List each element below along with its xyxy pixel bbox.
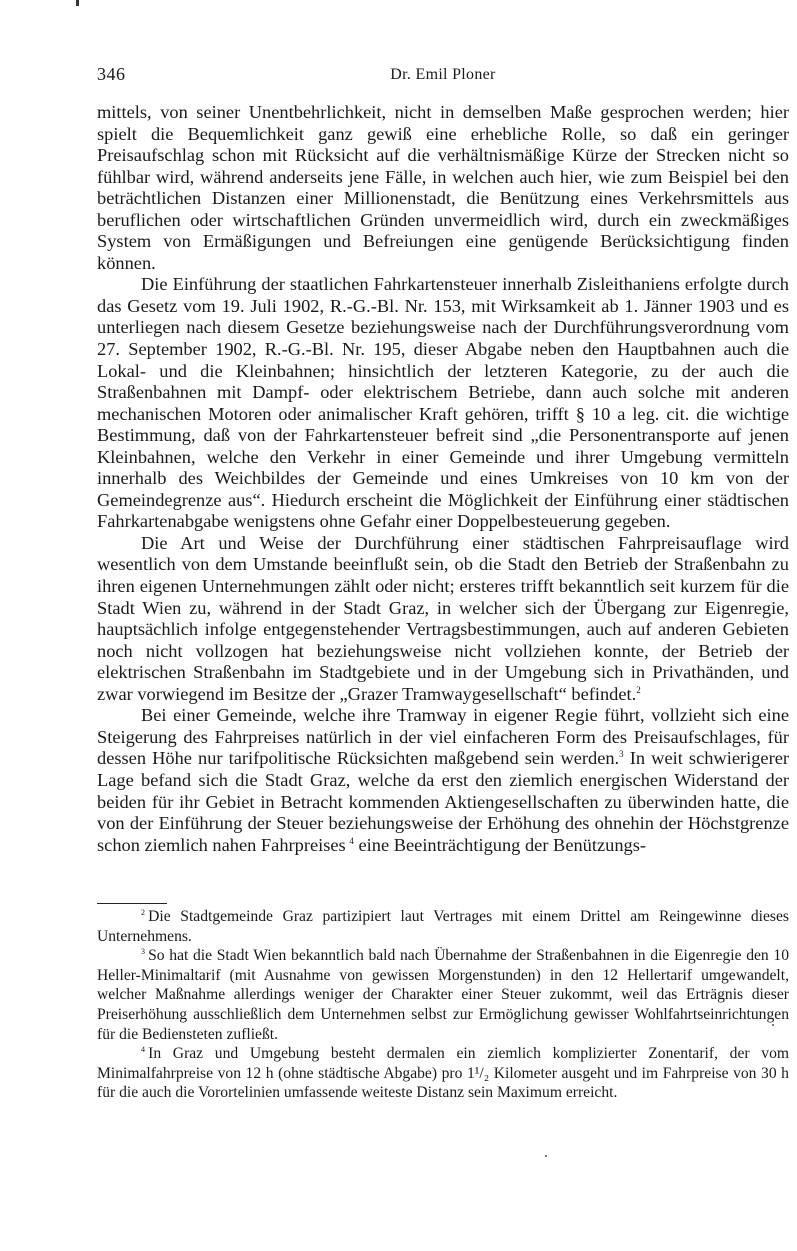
footnote-4-text-b: Kilometer ausgeht und im Fahrpreise von 30 h für die auch die Vorortelinien umfassende weiteste Distanz sein Maximum erreicht.	[97, 1064, 789, 1102]
paragraph-4-text-b: In weit schwierigerer Lage befand sich die Stadt Graz, welche da erst den ziemlich energischen Widerstand der beiden für ihr Gebiet in Betracht kommenden Aktiengesellschaften zu überwinden hatte, die von der Einführung der Steuer beziehungsweise der Erhöhung des ohnehin der Höchstgrenze schon ziemlich nahen Fahrpreises	[97, 748, 789, 855]
footnote-number: 4	[141, 1045, 145, 1055]
paragraph-1-text: mittels, von seiner Unentbehrlichkeit, nicht in demselben Maße gesprochen werden; hier spielt die Bequemlichkeit ganz gewiß eine erhebliche Rolle, so daß ein geringer Preisaufschlag schon mit Rücksicht auf die verhältnismäßige Kürze der Strecken nicht so fühlbar wird, während anderseits jene Fälle, in welchen auch hier, wie zum Beispiel bei den beträchtlichen Distanzen einer Millionenstadt, die Benützung eines Verkehrsmittels aus beruflichen oder wirtschaftlichen Gründen unvermeidlich wird, durch ein zweckmäßiges System von Ermäßigungen und Befreiungen eine genügende Berücksichtigung finden können.	[97, 102, 789, 273]
footnote-3	[97, 946, 789, 1044]
footnote-4	[97, 1044, 789, 1103]
footnote-separator	[97, 903, 167, 904]
paragraph-4-text-c: eine Beeinträchtigung der Benützungs-	[353, 834, 647, 855]
footnote-ref-4[interactable]: 4	[349, 835, 354, 846]
footnote-4-text-a: In Graz und Umgebung besteht dermalen ein ziemlich komplizierter Zonentarif, der vom Minimalfahrpreise von 12 h (ohne städtische Abgabe) pro	[97, 1045, 789, 1082]
paragraph-4-text-a: Bei einer Gemeinde, welche ihre Tramway in eigener Regie führt, vollzieht sich eine Steigerung des Fahrpreises natürlich in der viel einfacheren Form des Preisaufschlages, für dessen Höhe nur tarifpolitische Rücksichten maßgebend sein werden.	[97, 705, 789, 769]
body-text	[97, 102, 789, 856]
footnotes	[97, 907, 789, 1103]
paragraph-2	[97, 274, 789, 533]
paragraph-4	[97, 705, 789, 856]
footnote-2	[97, 907, 789, 946]
page-number: 346	[97, 64, 126, 84]
paragraph-1	[97, 102, 789, 274]
scan-speck	[772, 1024, 774, 1026]
footnote-number: 2	[141, 908, 145, 917]
footnote-3-text: So hat die Stadt Wien bekanntlich bald nach Übernahme der Straßenbahnen in die Eigenregie den 10 Heller-Minimaltarif (mit Ausnahme von gewissen Morgenstunden) in den 12 Hellertarif umgewandelt, welcher Maßnahme allerdings weniger der Charakter einer Steuer zukommt, weil das Erträgnis dieser Preiserhöhung ausschließlich dem Unternehmen selbst zur Ermöglichung gewisser Wohlfahrtseinrichtungen für die Bediensteten zufließt.	[97, 947, 789, 1043]
scan-speck	[545, 1155, 547, 1157]
paragraph-2-text: Die Einführung der staatlichen Fahrkartensteuer innerhalb Zisleithaniens erfolgte durch das Gesetz vom 19. Juli 1902, R.-G.-Bl. Nr. 153, mit Wirksamkeit ab 1. Jänner 1903 und es unterliegen nach diesem Gesetze beziehungsweise nach der Durchführungsverordnung vom 27. September 1902, R.-G.-Bl. Nr. 195, dieser Abgabe neben den Hauptbahnen auch die Lokal- und die Kleinbahnen; hinsichtlich der letzteren Kategorie, zu der auch die Straßenbahnen mit Dampf- oder elektrischem Betriebe, dann auch solche mit anderen mechanischen Motoren oder animalischer Kraft gehören, trifft § 10 a leg. cit. die wichtige Bestimmung, daß von der Fahrkartensteuer befreit sind „die Personentransporte auf jenen Kleinbahnen, welche den Verkehr in einer Gemeinde und ihrer Umgebung vermitteln innerhalb des Weichbildes der Gemeinde und eines Umkreises von 10 km von der Gemeindegrenze aus“. Hiedurch erscheint die Möglichkeit der Einführung einer städtischen Fahrkartenabgabe wenigstens ohne Gefahr einer Doppelbesteuerung gegeben.	[97, 274, 789, 532]
paragraph-3-text: Die Art und Weise der Durchführung einer städtischen Fahrpreisauflage wird wesentlich von dem Umstande beeinflußt sein, ob die Stadt den Betrieb der Straßenbahn zu ihren eigenen Unternehmungen zählt oder nicht; ersteres trifft bekanntlich seit kurzem für die Stadt Wien zu, während in der Stadt Graz, in welcher sich der Übergang zur Eigenregie, hauptsächlich infolge entgegenstehender Vertragsbestimmungen, auch auf anderen Gebieten noch nicht vollzogen hat beziehungsweise nicht vollziehen konnte, der Betrieb der elektrischen Straßenbahn im Stadtgebiete und in der Umgebung sich in Privathänden, und zwar vorwiegend im Besitze der „Grazer Tramwaygesellschaft“ befindet.	[97, 532, 789, 704]
footnote-number: 3	[141, 947, 145, 957]
fraction-one-and-half: 1¹/₂	[466, 1064, 490, 1082]
footnote-ref-2[interactable]: 2	[636, 684, 641, 695]
scan-artifact	[76, 0, 79, 6]
running-head-author: Dr. Emil Ploner	[390, 66, 496, 83]
footnote-ref-3[interactable]: 3	[619, 749, 624, 760]
paragraph-3	[97, 533, 789, 705]
page-header	[97, 64, 789, 88]
footnote-2-text: Die Stadtgemeinde Graz partizipiert laut Vertrages mit einem Drittel am Reingewinne dieses Unternehmens.	[97, 908, 789, 945]
